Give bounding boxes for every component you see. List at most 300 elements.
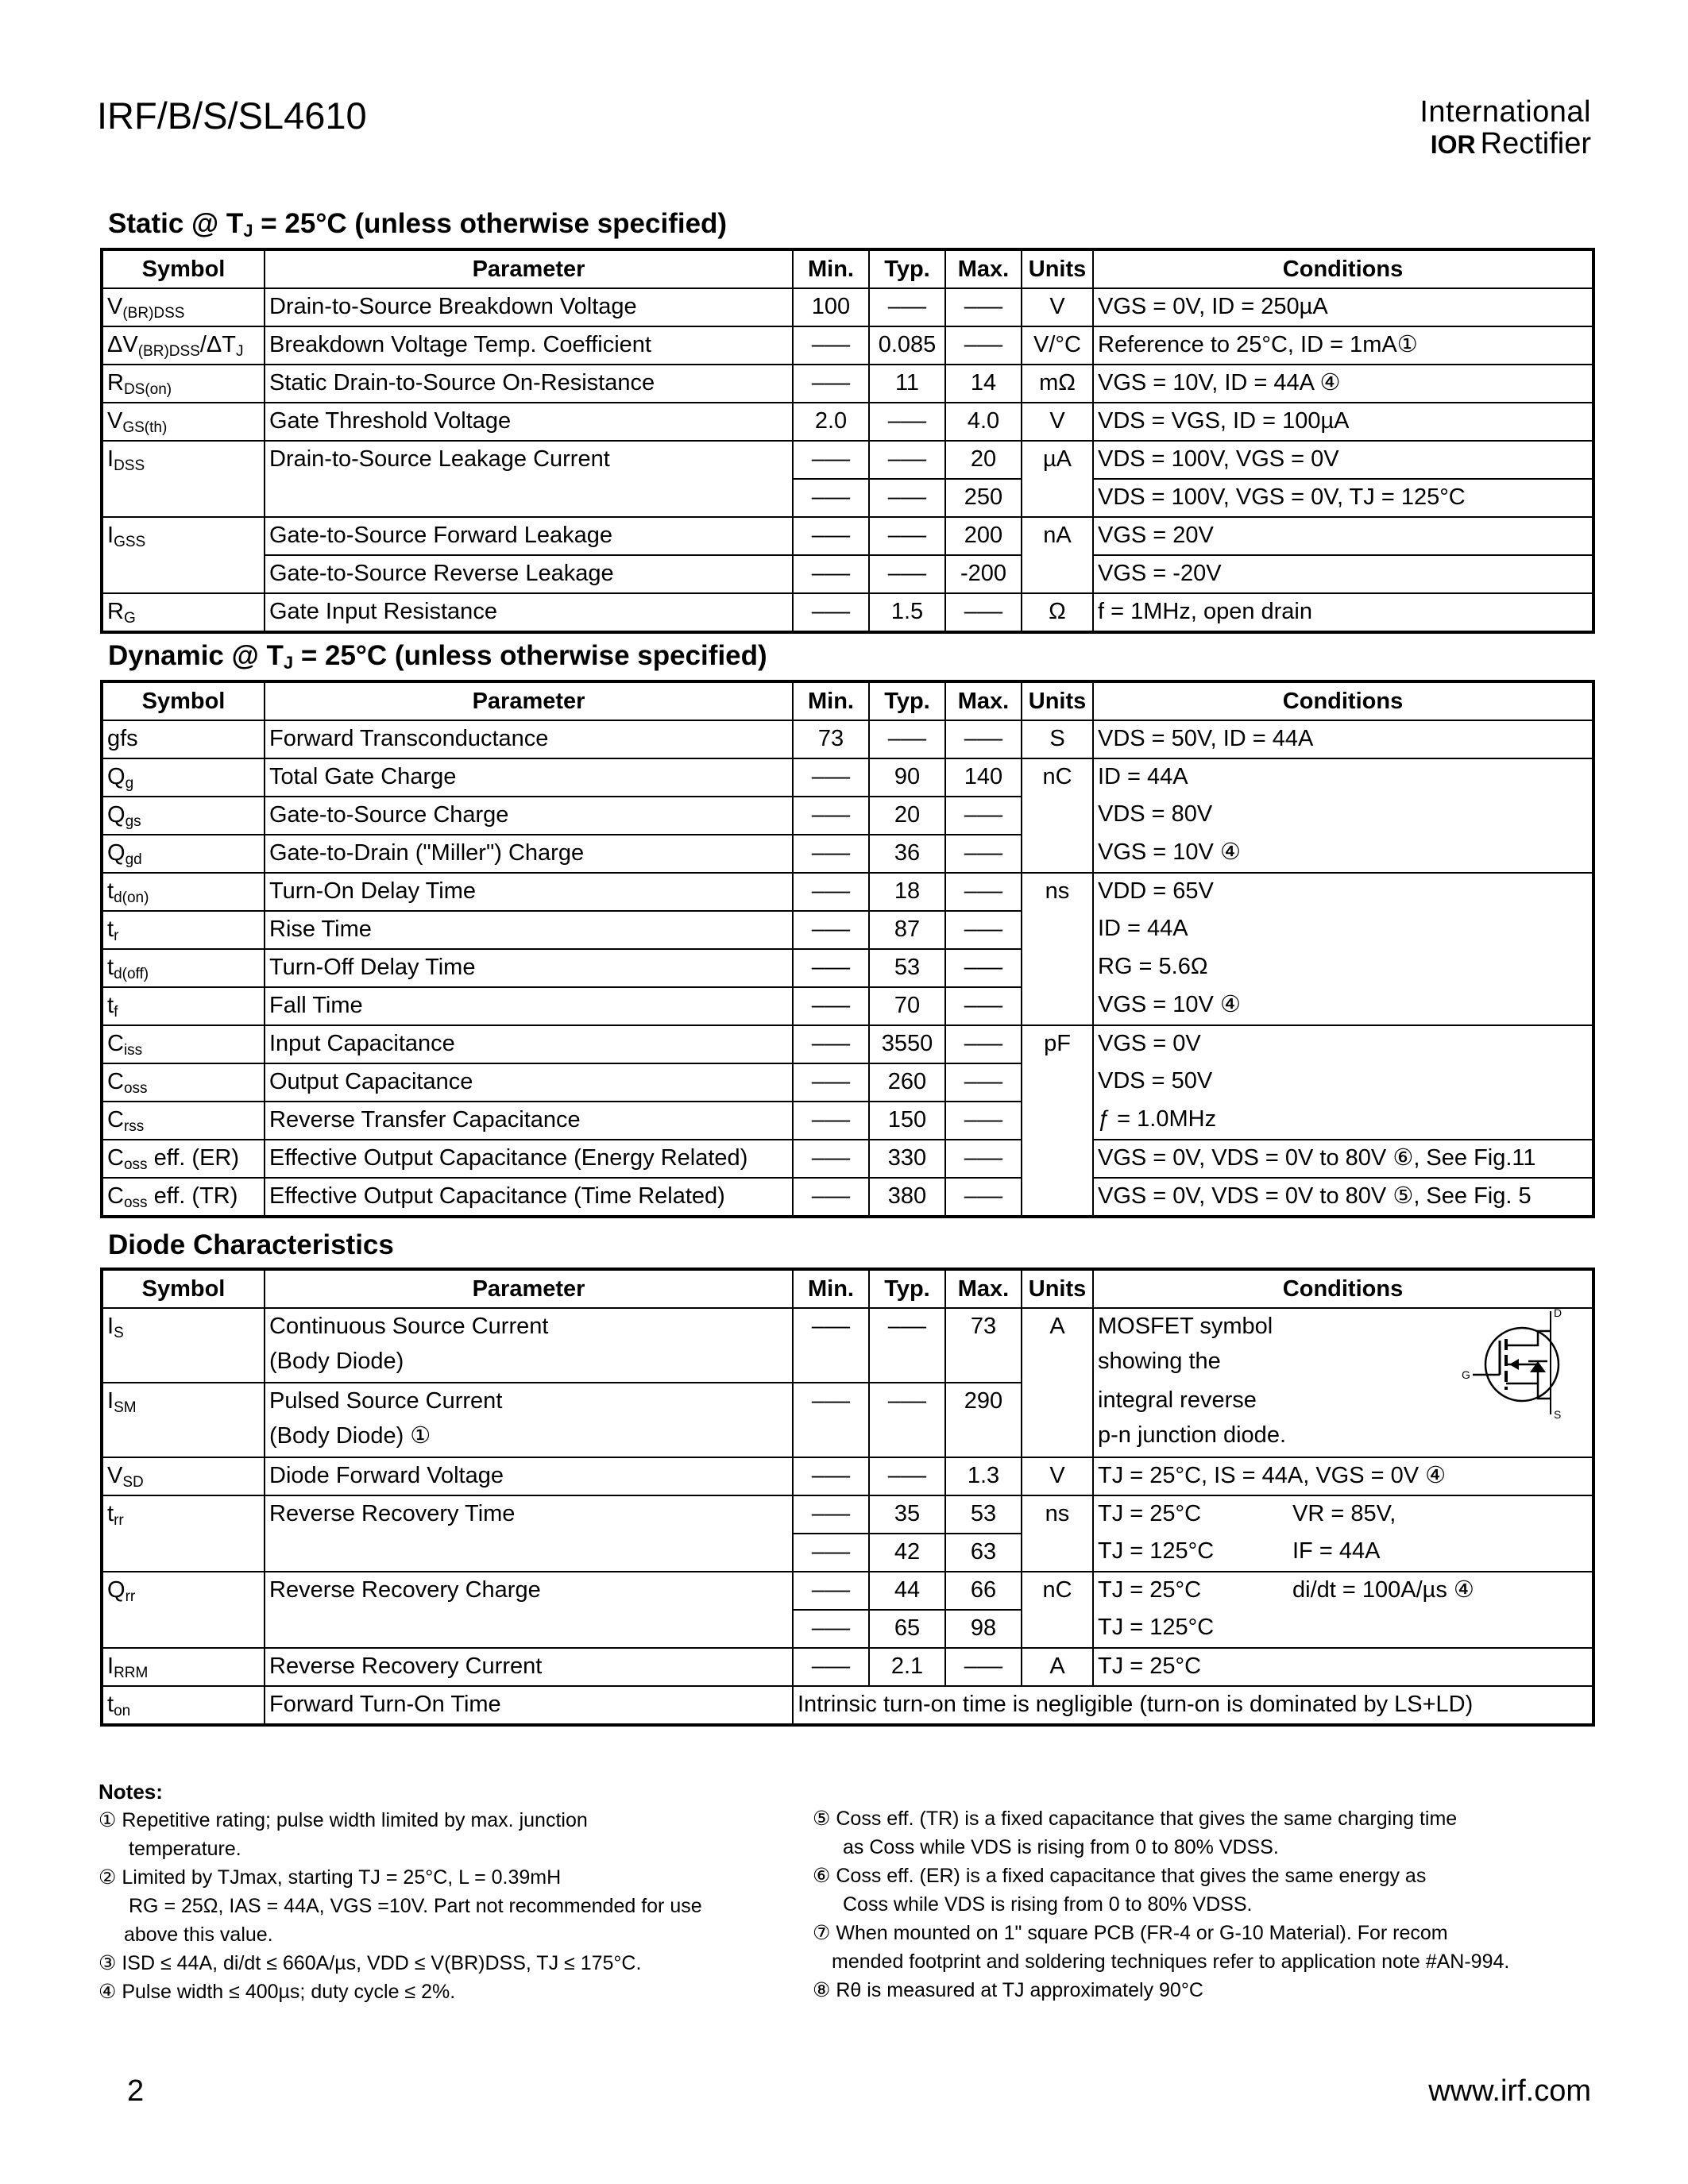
min-cell: ––– [793,758,869,797]
typ-cell: 0.085 [869,326,945,365]
symbol-cell: $C_{oss}$ eff. (ER) [102,1140,265,1178]
column-header: Max. [945,249,1022,288]
conditions-cell: TJ = 25°C [1093,1648,1593,1686]
min-cell: ––– [793,1610,869,1648]
max-cell: ––– [945,987,1022,1025]
symbol-cell: $I_{DSS}$ [102,441,265,479]
parameter-cell: Reverse Transfer Capacitance [265,1102,793,1140]
min-cell: ––– [793,1534,869,1572]
typ-cell: 2.1 [869,1648,945,1686]
typ-cell: 3550 [869,1025,945,1063]
typ-cell: ––– [869,403,945,441]
units-cell: V [1022,1457,1093,1495]
parameter-cell: Gate Threshold Voltage [265,403,793,441]
units-cell: mΩ [1022,365,1093,403]
wide-condition-cell: Intrinsic turn-on time is negligible (turn-on is dominated by LS+LD) [793,1686,1593,1725]
units-cell: ns [1022,873,1093,911]
typ-cell: ––– [869,1383,945,1457]
column-header: Units [1022,249,1093,288]
table-row [102,873,1593,911]
condition-extra: VR = 85V, [1292,1501,1396,1526]
min-cell: ––– [793,326,869,365]
symbol-cell: $t_{d(on)}$ [102,873,265,911]
dynamic-table [100,680,1595,1218]
parameter-cell: Effective Output Capacitance (Time Related) [265,1178,793,1217]
logo-line2: Rectifier [1480,126,1591,160]
table-row [102,1063,1593,1102]
symbol-cell [102,479,265,517]
table-row [102,1178,1593,1217]
min-cell: ––– [793,835,869,873]
symbol-cell: $t_{rr}$ [102,1495,265,1534]
max-cell: 250 [945,479,1022,517]
units-cell [1022,1610,1093,1648]
symbol-cell: $t_{d(off)}$ [102,949,265,987]
conditions-cell: TJ = 25°C, IS = 44A, VGS = 0V ④ [1093,1457,1593,1495]
max-cell: 1.3 [945,1457,1022,1495]
symbol-cell: $C_{oss}$ eff. (TR) [102,1178,265,1217]
parameter-cell: Gate Input Resistance [265,593,793,632]
max-cell: -200 [945,555,1022,593]
typ-cell: 53 [869,949,945,987]
symbol-cell: $Q_{gd}$ [102,835,265,873]
min-cell: ––– [793,517,869,555]
column-header: Symbol [102,1269,265,1308]
conditions-cell: MOSFET symbol showing the [1093,1308,1593,1383]
max-cell: 14 [945,365,1022,403]
max-cell: ––– [945,1178,1022,1217]
mosfet-g-label: G [1462,1368,1470,1381]
page-number: 2 [127,2074,145,2108]
conditions-cell: TJ = 125°C IF = 44A [1093,1534,1593,1572]
min-cell: ––– [793,987,869,1025]
min-cell: ––– [793,441,869,479]
table-row [102,403,1593,441]
min-cell: ––– [793,365,869,403]
conditions-cell: VGS = 0V, VDS = 0V to 80V ⑤, See Fig. 5 [1093,1178,1593,1217]
static-section-title: Static @ $T_J = 25^\circ C$ (unless otherwise specified) [108,208,728,241]
units-cell: pF [1022,1025,1093,1063]
typ-cell: ––– [869,1308,945,1383]
conditions-cell: VDS = 50V [1093,1063,1593,1102]
parameter-cell: Effective Output Capacitance (Energy Related) [265,1140,793,1178]
notes-right [813,1804,1607,2005]
max-cell: ––– [945,1025,1022,1063]
max-cell: 66 [945,1572,1022,1610]
max-cell: ––– [945,949,1022,987]
table-row [102,1648,1593,1686]
conditions-cell: VGS = -20V [1093,555,1593,593]
conditions-cell: TJ = 25°C di/dt = 100A/µs ④ [1093,1572,1593,1610]
typ-cell: ––– [869,288,945,326]
conditions-cell: ƒ = 1.0MHz [1093,1102,1593,1140]
column-header: Units [1022,681,1093,720]
note-6: ⑥ Coss eff. (ER) is a fixed capacitance that gives the same energy as [813,1865,1427,1887]
symbol-cell: $V_{GS(th)}$ [102,403,265,441]
column-header: Conditions [1093,681,1593,720]
min-cell: ––– [793,949,869,987]
static-table [100,248,1595,634]
symbol-cell: $I_S$ [102,1308,265,1383]
units-cell: Ω [1022,593,1093,632]
parameter-cell: Gate-to-Source Forward Leakage [265,517,793,555]
conditions-cell: VGS = 0V [1093,1025,1593,1063]
conditions-cell: VDS = 100V, VGS = 0V [1093,441,1593,479]
min-cell: ––– [793,1308,869,1383]
symbol-cell: $Q_{rr}$ [102,1572,265,1610]
units-cell: nC [1022,758,1093,797]
conditions-cell: VDD = 65V [1093,873,1593,911]
table-row [102,1025,1593,1063]
conditions-cell: VDS = 100V, VGS = 0V, TJ = 125°C [1093,479,1593,517]
conditions-cell: Reference to 25°C, ID = 1mA① [1093,326,1593,365]
column-header: Parameter [265,249,793,288]
table-row [102,949,1593,987]
typ-cell: 11 [869,365,945,403]
units-cell [1022,949,1093,987]
min-cell: ––– [793,1495,869,1534]
note-8: ⑧ Rθ is measured at TJ approximately 90°C [813,1979,1203,2001]
max-cell: ––– [945,1063,1022,1102]
units-cell [1022,1383,1093,1457]
note-7: ⑦ When mounted on 1" square PCB (FR-4 or G-10 Material). For recom [813,1922,1448,1944]
typ-cell: 42 [869,1534,945,1572]
typ-cell: ––– [869,441,945,479]
table-row [102,1495,1593,1534]
min-cell: ––– [793,1572,869,1610]
typ-cell: 380 [869,1178,945,1217]
min-cell: ––– [793,1178,869,1217]
table-row [102,911,1593,949]
note-5: ⑤ Coss eff. (TR) is a fixed capacitance that gives the same charging time [813,1808,1458,1830]
table-row [102,1457,1593,1495]
diode-section-title: Diode Characteristics [108,1229,394,1260]
table-row [102,797,1593,835]
symbol-cell [102,1610,265,1648]
min-cell: ––– [793,1457,869,1495]
units-cell [1022,555,1093,593]
units-cell: V [1022,288,1093,326]
min-cell: ––– [793,1102,869,1140]
units-cell: V [1022,403,1093,441]
parameter-cell: Turn-On Delay Time [265,873,793,911]
symbol-cell [102,1534,265,1572]
units-cell: ns [1022,1495,1093,1534]
units-cell [1022,1063,1093,1102]
max-cell: ––– [945,797,1022,835]
column-header: Units [1022,1269,1093,1308]
typ-cell: 65 [869,1610,945,1648]
table-row [102,555,1593,593]
units-cell [1022,1102,1093,1140]
units-cell [1022,1534,1093,1572]
symbol-cell: $C_{iss}$ [102,1025,265,1063]
parameter-cell: Drain-to-Source Breakdown Voltage [265,288,793,326]
symbol-cell: $I_{GSS}$ [102,517,265,555]
parameter-cell: Gate-to-Source Reverse Leakage [265,555,793,593]
parameter-cell: Static Drain-to-Source On-Resistance [265,365,793,403]
typ-cell: 70 [869,987,945,1025]
typ-cell: 18 [869,873,945,911]
units-cell: nC [1022,1572,1093,1610]
max-cell: ––– [945,326,1022,365]
table-row [102,758,1593,797]
min-cell: 100 [793,288,869,326]
symbol-cell: $Q_{gs}$ [102,797,265,835]
parameter-cell: Reverse Recovery Charge [265,1572,793,1610]
symbol-cell: $R_{DS(on)}$ [102,365,265,403]
typ-cell: 44 [869,1572,945,1610]
max-cell: ––– [945,835,1022,873]
conditions-cell: VGS = 0V, ID = 250µA [1093,288,1593,326]
condition-extra: IF = 44A [1292,1538,1381,1564]
max-cell: ––– [945,1648,1022,1686]
typ-cell: 1.5 [869,593,945,632]
conditions-cell: ID = 44A [1093,911,1593,949]
symbol-cell: $\Delta V_{(BR)DSS}/\Delta T_J$ [102,326,265,365]
min-cell: ––– [793,1025,869,1063]
units-cell [1022,911,1093,949]
table-row [102,1308,1593,1383]
conditions-cell: VDS = 50V, ID = 44A [1093,720,1593,758]
typ-cell: 150 [869,1102,945,1140]
table-row [102,835,1593,873]
notes-title: Notes: [98,1780,163,1804]
table-row [102,1686,1593,1725]
symbol-cell: $V_{SD}$ [102,1457,265,1495]
conditions-cell: f = 1MHz, open drain [1093,593,1593,632]
note-6-cont: Coss while VDS is rising from 0 to 80% VDSS. [843,1893,1253,1916]
min-cell: ––– [793,1648,869,1686]
units-cell: µA [1022,441,1093,479]
parameter-cell: Input Capacitance [265,1025,793,1063]
units-cell [1022,835,1093,873]
symbol-cell [102,555,265,593]
max-cell: ––– [945,593,1022,632]
column-header: Typ. [869,1269,945,1308]
note-1-cont: temperature. [129,1838,241,1860]
parameter-cell: Turn-Off Delay Time [265,949,793,987]
logo-ior: IOR [1430,129,1476,159]
max-cell: ––– [945,288,1022,326]
parameter-cell: Continuous Source Current (Body Diode) [265,1308,793,1383]
units-cell: S [1022,720,1093,758]
conditions-cell: ID = 44A [1093,758,1593,797]
table-row [102,517,1593,555]
parameter-cell: Pulsed Source Current (Body Diode) ① [265,1383,793,1457]
symbol-cell: $t_f$ [102,987,265,1025]
parameter-cell: Rise Time [265,911,793,949]
mosfet-s-label: S [1554,1408,1562,1421]
conditions-cell: TJ = 25°C VR = 85V, [1093,1495,1593,1534]
conditions-cell: VDS = 80V [1093,797,1593,835]
max-cell: ––– [945,1140,1022,1178]
parameter-cell: Forward Turn-On Time [265,1686,793,1725]
conditions-cell: VGS = 10V ④ [1093,835,1593,873]
column-header: Max. [945,681,1022,720]
max-cell: 290 [945,1383,1022,1457]
symbol-cell: $R_G$ [102,593,265,632]
column-header: Typ. [869,249,945,288]
column-header: Symbol [102,249,265,288]
column-header: Parameter [265,681,793,720]
parameter-cell [265,479,793,517]
symbol-cell: $V_{(BR)DSS}$ [102,288,265,326]
column-header: Min. [793,681,869,720]
note-7-cont: mended footprint and soldering techniques refer to application note #AN-994. [832,1951,1510,1973]
parameter-cell: Gate-to-Drain ("Miller") Charge [265,835,793,873]
note-5-cont: as Coss while VDS is rising from 0 to 80% VDSS. [843,1836,1279,1858]
conditions-cell: integral reverse p-n junction diode. [1093,1383,1593,1457]
column-header: Conditions [1093,1269,1593,1308]
symbol-cell: gfs [102,720,265,758]
units-cell [1022,1178,1093,1217]
conditions-cell: RG = 5.6Ω [1093,949,1593,987]
max-cell: 200 [945,517,1022,555]
parameter-cell: Reverse Recovery Current [265,1648,793,1686]
table-row [102,326,1593,365]
units-cell: nA [1022,517,1093,555]
symbol-cell: $C_{rss}$ [102,1102,265,1140]
logo-line1: International [1420,95,1591,129]
table-row [102,720,1593,758]
symbol-cell: $Q_g$ [102,758,265,797]
min-cell: ––– [793,1383,869,1457]
table-row [102,987,1593,1025]
parameter-cell: Reverse Recovery Time [265,1495,793,1534]
note-3: ③ ISD ≤ 44A, di/dt ≤ 660A/µs, VDD ≤ V(BR)DSS, TJ ≤ 175°C. [98,1952,642,1974]
typ-cell: ––– [869,517,945,555]
max-cell: ––– [945,911,1022,949]
max-cell: ––– [945,720,1022,758]
column-header: Typ. [869,681,945,720]
column-header: Parameter [265,1269,793,1308]
parameter-cell: Diode Forward Voltage [265,1457,793,1495]
conditions-cell: VDS = VGS, ID = 100µA [1093,403,1593,441]
parameter-cell: Fall Time [265,987,793,1025]
conditions-cell: VGS = 10V ④ [1093,987,1593,1025]
parameter-cell: Breakdown Voltage Temp. Coefficient [265,326,793,365]
table-row [102,1102,1593,1140]
table-row [102,1383,1593,1457]
max-cell: 63 [945,1534,1022,1572]
note-2-cont: RG = 25Ω, IAS = 44A, VGS =10V. Part not recommended for use [129,1895,702,1917]
table-row [102,1572,1593,1610]
min-cell: 73 [793,720,869,758]
min-cell: ––– [793,555,869,593]
parameter-cell: Total Gate Charge [265,758,793,797]
max-cell: ––– [945,1102,1022,1140]
min-cell: 2.0 [793,403,869,441]
note-4: ④ Pulse width ≤ 400µs; duty cycle ≤ 2%. [98,1981,456,2003]
column-header: Min. [793,249,869,288]
typ-cell: ––– [869,555,945,593]
units-cell: A [1022,1308,1093,1383]
typ-cell: 260 [869,1063,945,1102]
parameter-cell: Forward Transconductance [265,720,793,758]
conditions-cell: VGS = 0V, VDS = 0V to 80V ⑥, See Fig.11 [1093,1140,1593,1178]
column-header: Min. [793,1269,869,1308]
typ-cell: 330 [869,1140,945,1178]
table-row [102,441,1593,479]
symbol-cell: $t_r$ [102,911,265,949]
units-cell: A [1022,1648,1093,1686]
min-cell: ––– [793,1063,869,1102]
min-cell: ––– [793,1140,869,1178]
table-row [102,1140,1593,1178]
conditions-cell: VGS = 10V, ID = 44A ④ [1093,365,1593,403]
units-cell [1022,987,1093,1025]
table-row [102,479,1593,517]
table-row [102,593,1593,632]
typ-cell: 20 [869,797,945,835]
condition-extra: di/dt = 100A/µs ④ [1292,1577,1474,1603]
mosfet-symbol-icon [1458,1307,1593,1422]
typ-cell: ––– [869,1457,945,1495]
dynamic-section-title: Dynamic @ $T_J = 25^\circ C$ (unless otherwise specified) [108,640,767,673]
units-cell [1022,797,1093,835]
symbol-cell: $t_{on}$ [102,1686,265,1725]
min-cell: ––– [793,479,869,517]
symbol-cell: $C_{oss}$ [102,1063,265,1102]
note-1: ① Repetitive rating; pulse width limited by max. junction [98,1809,588,1831]
units-cell [1022,479,1093,517]
typ-cell: 35 [869,1495,945,1534]
column-header: Symbol [102,681,265,720]
max-cell: 53 [945,1495,1022,1534]
conditions-cell: VGS = 20V [1093,517,1593,555]
table-row [102,1610,1593,1648]
typ-cell: 87 [869,911,945,949]
typ-cell: 90 [869,758,945,797]
units-cell [1022,1140,1093,1178]
typ-cell: ––– [869,479,945,517]
company-logo [1420,97,1591,160]
column-header: Max. [945,1269,1022,1308]
parameter-cell [265,1610,793,1648]
max-cell: 20 [945,441,1022,479]
website-link[interactable]: www.irf.com [1428,2074,1591,2108]
min-cell: ––– [793,797,869,835]
part-title: IRF/B/S/SL4610 [97,95,367,137]
min-cell: ––– [793,911,869,949]
diode-table [100,1268,1595,1727]
note-2-cont2: above this value. [124,1924,273,1946]
max-cell: ––– [945,873,1022,911]
max-cell: 4.0 [945,403,1022,441]
typ-cell: ––– [869,720,945,758]
mosfet-d-label: D [1554,1307,1562,1319]
min-cell: ––– [793,873,869,911]
symbol-cell: $I_{RRM}$ [102,1648,265,1686]
notes-left [98,1777,813,2006]
symbol-cell: $I_{SM}$ [102,1383,265,1457]
min-cell: ––– [793,593,869,632]
units-cell: V/°C [1022,326,1093,365]
parameter-cell: Drain-to-Source Leakage Current [265,441,793,479]
note-2: ② Limited by TJmax, starting TJ = 25°C, L = 0.39mH [98,1866,562,1889]
column-header: Conditions [1093,249,1593,288]
typ-cell: 36 [869,835,945,873]
max-cell: 98 [945,1610,1022,1648]
parameter-cell [265,1534,793,1572]
table-row [102,365,1593,403]
max-cell: 140 [945,758,1022,797]
max-cell: 73 [945,1308,1022,1383]
parameter-cell: Gate-to-Source Charge [265,797,793,835]
parameter-cell: Output Capacitance [265,1063,793,1102]
conditions-cell: TJ = 125°C [1093,1610,1593,1648]
